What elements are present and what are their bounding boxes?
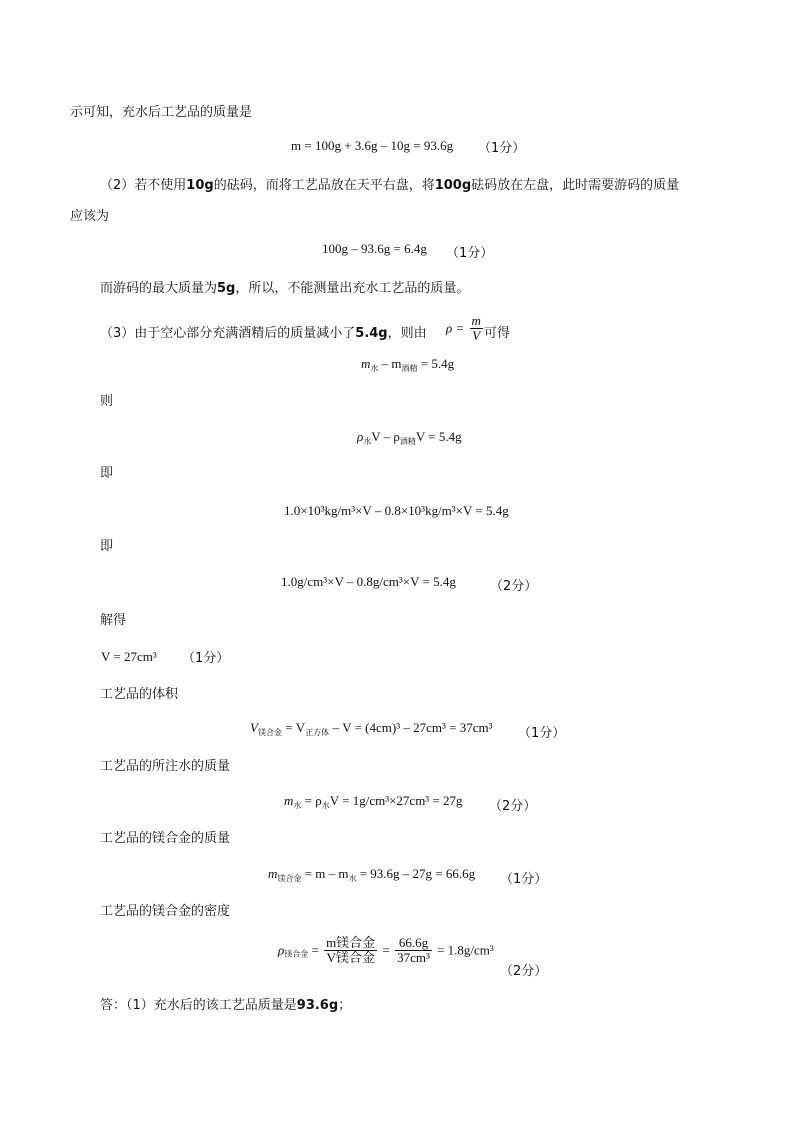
eq4-sub-water: 水 xyxy=(363,437,372,446)
eq9-m: m xyxy=(284,793,294,808)
eq11-equals-1: = xyxy=(311,942,319,958)
eq8-sub-alloy: 镁合金 xyxy=(257,728,282,737)
paragraph-2-line-2: 应该为 xyxy=(70,209,110,224)
eq10-sub-water: 水 xyxy=(348,874,357,883)
eq11-fraction-1-den: V镁合金 xyxy=(326,950,375,965)
p3-text-c: ，所以，不能测量出充水工艺品的质量。 xyxy=(235,281,470,296)
paragraph-4 xyxy=(100,325,427,343)
eq11-rho: ρ xyxy=(278,942,285,958)
score-6: （2分） xyxy=(490,579,538,594)
eq11-fraction-2 xyxy=(395,936,432,965)
text-ji-1: 即 xyxy=(100,466,114,481)
text-alloy-mass: 工艺品的镁合金的质量 xyxy=(100,831,231,846)
eq8-v: V xyxy=(250,720,258,735)
paragraph-3 xyxy=(100,280,469,298)
eq10-end: = 93.6g – 27g = 66.6g xyxy=(356,866,476,881)
fraction-numerator: m xyxy=(471,313,481,328)
equation-9 xyxy=(284,792,463,815)
eq9-sub-water: 水 xyxy=(293,801,302,810)
answer-line xyxy=(100,997,351,1015)
score-9: （2分） xyxy=(489,799,537,814)
eq3-sub-water: 水 xyxy=(370,364,379,373)
eq3-sub-alcohol: 酒精 xyxy=(401,364,418,373)
equation-2: 100g – 93.6g = 6.4g xyxy=(322,241,427,256)
paragraph-2-line-1 xyxy=(100,177,679,195)
score-1: （1分） xyxy=(478,141,526,156)
text-volume: 工艺品的体积 xyxy=(100,687,179,702)
text-water-mass: 工艺品的所注水的质量 xyxy=(100,759,231,774)
eq10-m: m xyxy=(268,866,278,881)
p4-text-d: 可得 xyxy=(484,326,511,341)
score-7: （1分） xyxy=(182,651,230,666)
equation-3 xyxy=(361,355,454,378)
answer-text-c: ； xyxy=(338,998,352,1013)
p2-text-c: 的砝码，而将工艺品放在天平右盘，将 xyxy=(213,178,435,193)
p3-text-a: 而游码的最大质量为 xyxy=(100,281,218,296)
equation-8 xyxy=(250,719,493,742)
eq11-fraction-2-den: 37cm³ xyxy=(397,950,430,965)
eq4-sub-alcohol: 酒精 xyxy=(399,437,416,446)
text-alloy-density: 工艺品的镁合金的密度 xyxy=(100,904,231,919)
eq9-end: V = 1g/cm³×27cm³ = 27g xyxy=(329,793,463,808)
eq9-mid: = ρ xyxy=(301,793,322,808)
text-ze: 则 xyxy=(100,394,114,409)
p2-text-b: 10g xyxy=(186,178,214,193)
eq9-sub-water-2: 水 xyxy=(321,801,330,810)
rho-symbol: ρ = xyxy=(446,320,465,336)
score-10: （1分） xyxy=(500,872,548,887)
equation-1-text: m = 100g + 3.6g – 10g = 93.6g xyxy=(291,138,454,153)
answer-text-a: 答：（1）充水后的该工艺品质量是 xyxy=(100,998,297,1013)
p4-text-a: （3）由于空心部分充满酒精后的质量减小了 xyxy=(100,326,356,341)
eq4-rho: ρ xyxy=(357,429,364,444)
answer-text-b: 93.6g xyxy=(296,998,339,1013)
fraction-denominator: V xyxy=(472,328,481,343)
eq3-end: = 5.4g xyxy=(417,356,455,371)
eq11-sub-alloy: 镁合金 xyxy=(284,949,309,959)
text-ji-2: 即 xyxy=(100,539,114,554)
equation-6: 1.0g/cm³×V – 0.8g/cm³×V = 5.4g xyxy=(281,574,456,589)
eq11-fraction-1 xyxy=(324,936,377,965)
p2-text-d: 100g xyxy=(434,178,472,193)
equation-10 xyxy=(268,865,475,888)
equation-11 xyxy=(278,936,494,965)
text-line-1: 示可知，充水后工艺品的质量是 xyxy=(70,105,253,120)
p3-text-b: 5g xyxy=(217,281,236,296)
equation-5: 1.0×10³kg/m³×V – 0.8×10³kg/m³×V = 5.4g xyxy=(284,503,509,518)
eq4-mid: V – ρ xyxy=(371,429,400,444)
eq10-sub-alloy: 镁合金 xyxy=(277,874,302,883)
eq11-end: = 1.8g/cm³ xyxy=(437,942,494,958)
eq8-end: – V = (4cm)³ – 27cm³ = 37cm³ xyxy=(329,720,493,735)
eq8-sub-cube: 正方体 xyxy=(305,728,330,737)
eq11-fraction-1-num: m镁合金 xyxy=(326,935,376,950)
p4-text-c: ，则由 xyxy=(387,326,427,341)
eq10-mid: = m – m xyxy=(301,866,349,881)
p2-text-a: （2）若不使用 xyxy=(100,178,187,193)
p2-text-e: 砝码放在左盘，此时需要游码的质量 xyxy=(471,178,680,193)
density-formula xyxy=(446,314,485,343)
density-fraction xyxy=(470,314,483,343)
text-jiede: 解得 xyxy=(100,613,127,628)
equation-4 xyxy=(357,428,462,451)
score-2: （1分） xyxy=(446,246,494,261)
equation-7: V = 27cm³ xyxy=(101,649,157,664)
score-11: （2分） xyxy=(500,964,548,979)
eq8-mid: = V xyxy=(281,720,306,735)
score-8: （1分） xyxy=(518,726,566,741)
eq11-equals-2: = xyxy=(382,942,390,958)
equation-1 xyxy=(291,137,453,155)
eq3-m: m xyxy=(361,356,371,371)
eq3-mid: – m xyxy=(378,356,402,371)
eq11-fraction-2-num: 66.6g xyxy=(395,936,432,951)
p4-text-b: 5.4g xyxy=(355,326,388,341)
eq4-end: V = 5.4g xyxy=(415,429,462,444)
